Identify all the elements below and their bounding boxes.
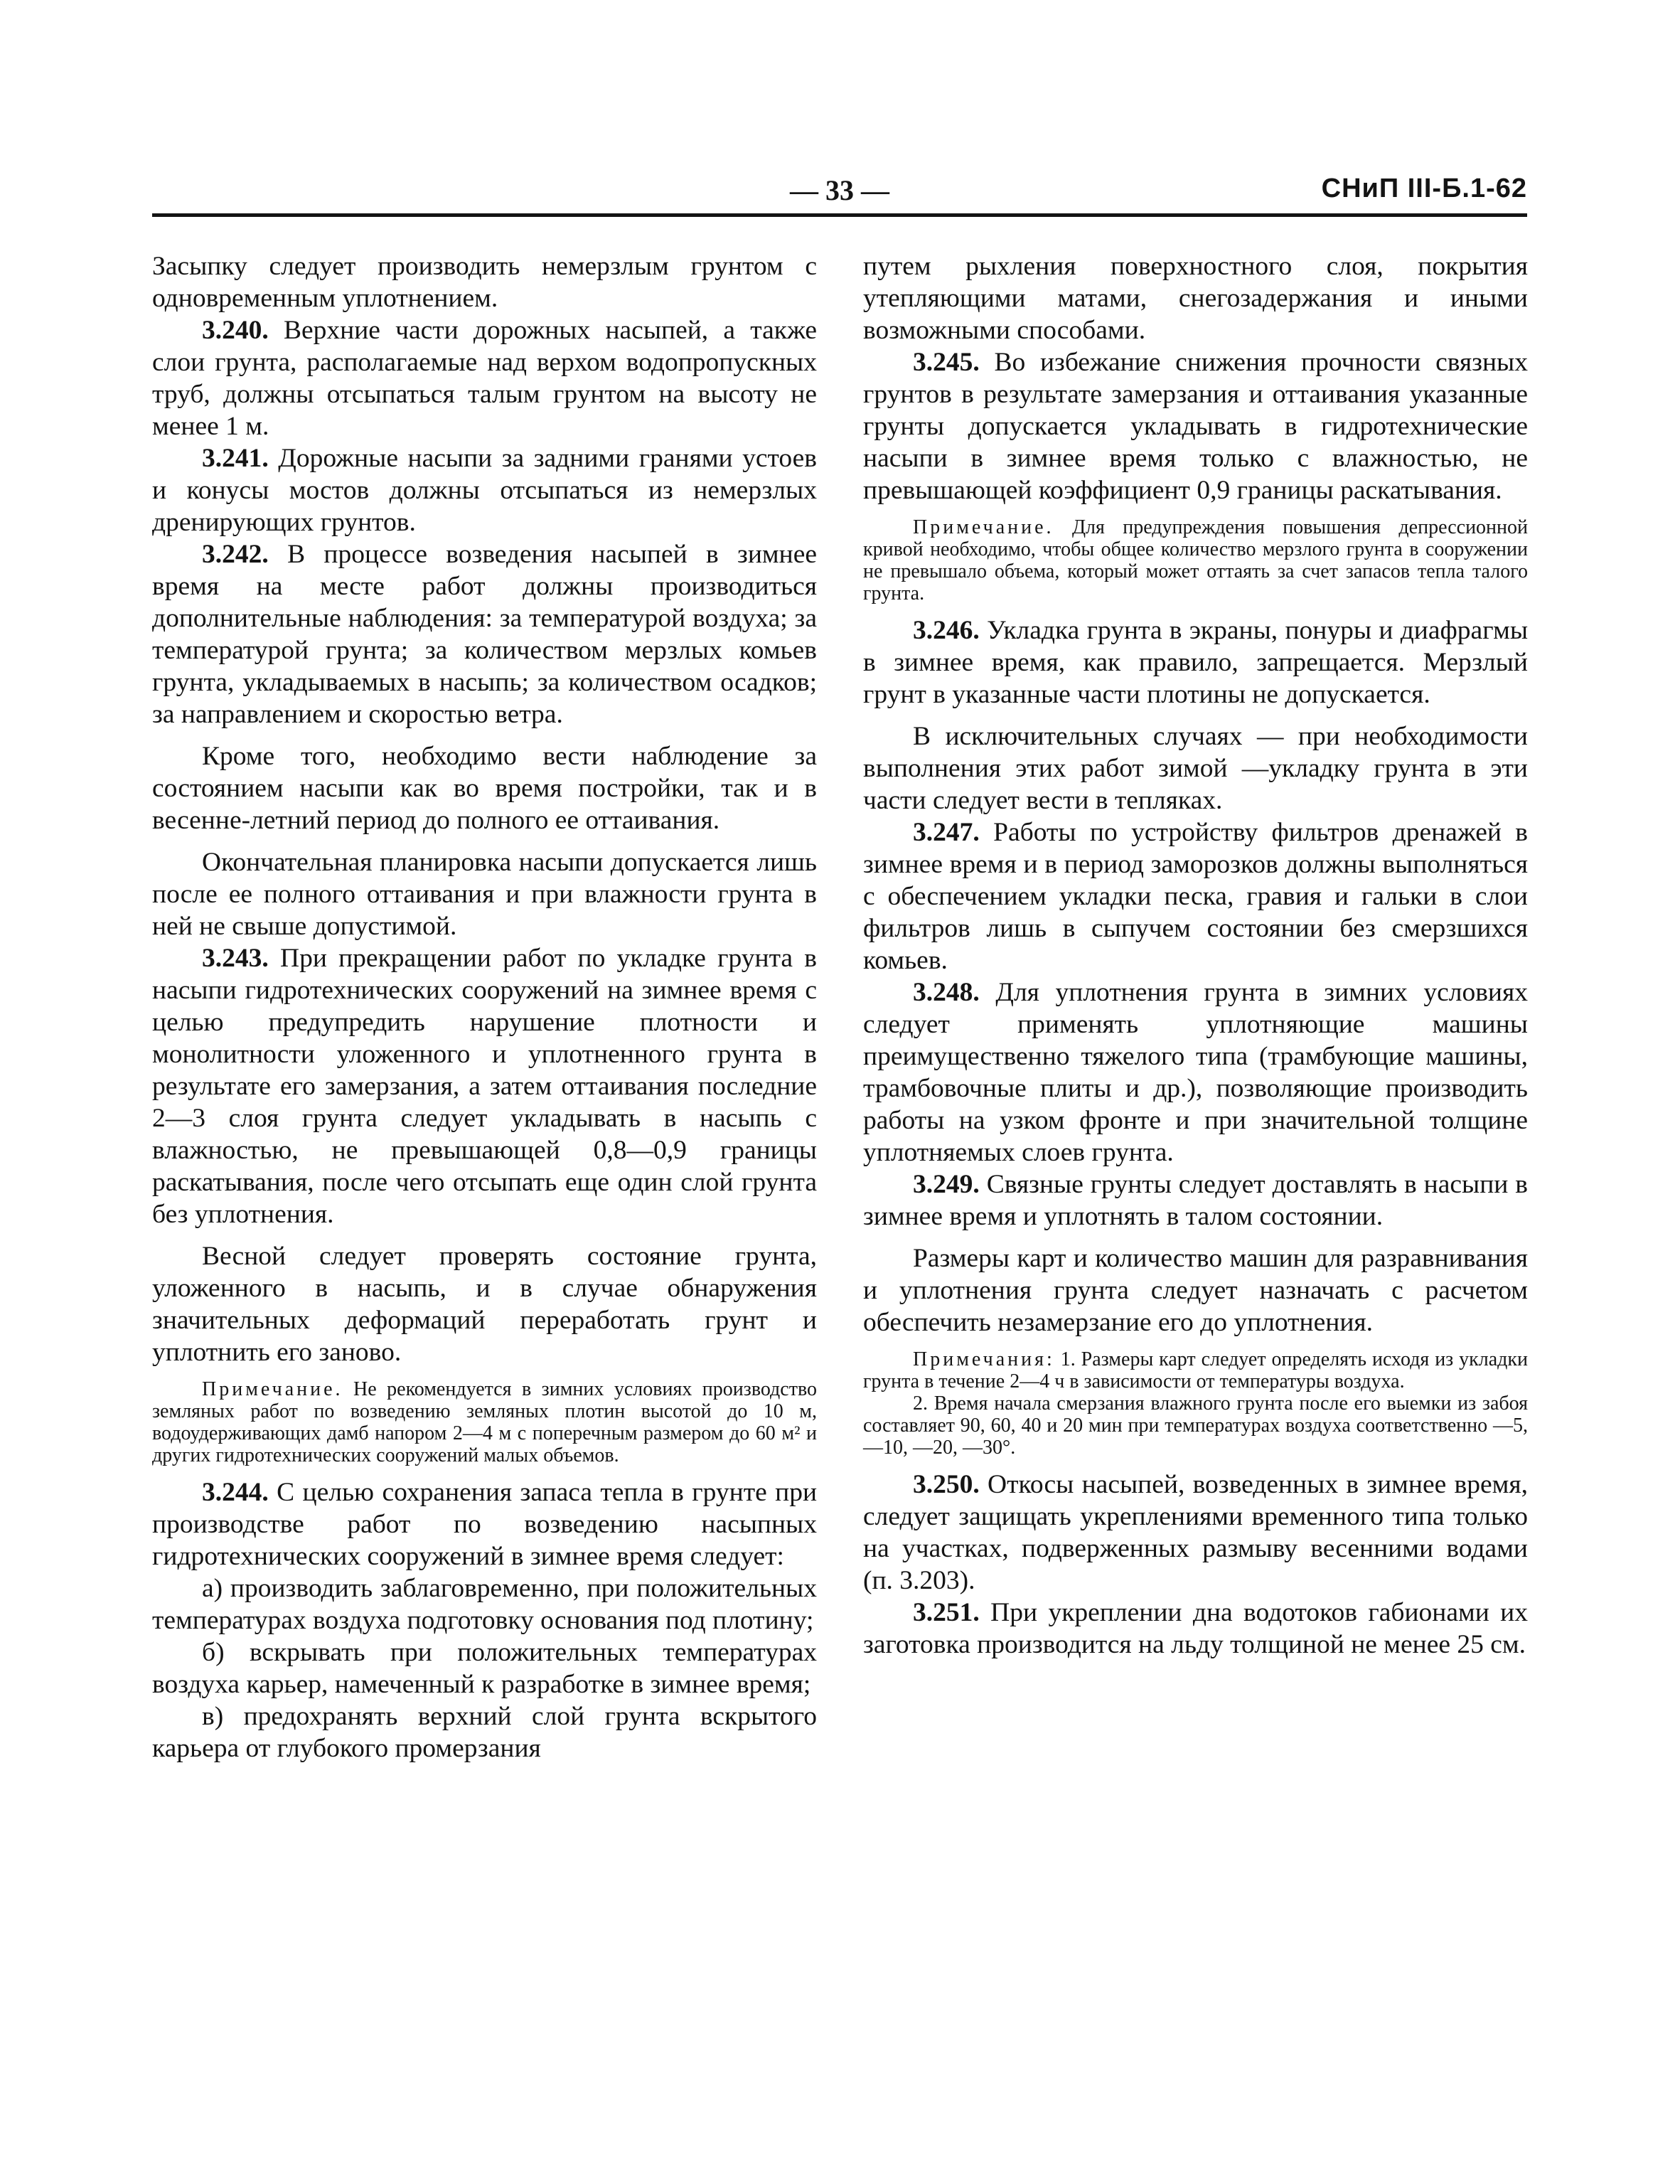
note-item: 2. Время начала смерзания влажного грунта после его выемки из забоя составляет 90, 60, 40 и 20 мин при температурах воздуха соответственно —5, —10, —20, —30°. [863, 1392, 1528, 1459]
clause-number: 3.250. [913, 1470, 980, 1499]
clause-3-242: 3.242. В процессе возведения насыпей в зимнее время на месте работ должны производиться дополнительные наблюдения: за температурой воздуха; за температурой грунта; за количеством мерзлых комьев грунта, укладываемых в насыпь; за количеством осадков; за направлением и скоростью ветра. [152, 540, 817, 729]
clause-number: 3.244. [202, 1478, 269, 1507]
paragraph: Кроме того, необходимо вести наблюдение за состоянием насыпи как во время постройки, так и в весенне-летний период до полного ее оттаивания. [152, 742, 817, 835]
note-label: Примечания: [913, 1348, 1055, 1370]
clause-number: 3.243. [202, 944, 269, 973]
document-code: СНиП III-Б.1-62 [1321, 174, 1527, 203]
paragraph: В исключительных случаях — при необходимости выполнения этих работ зимой —укладку грунта в эти части следует вести в тепляках. [863, 722, 1528, 815]
clause-number: 3.242. [202, 540, 269, 569]
clause-number: 3.245. [913, 348, 980, 377]
note: Примечание. Для предупреждения повышения депрессионной кривой необходимо, чтобы общее количество мерзлого грунта в сооружении не превышало объема, который может оттаять за счет запасов тепла талого грунта. [863, 516, 1528, 604]
note: Примечания: 1. Размеры карт следует определять исходя из укладки грунта в течение 2—4 ч в зависимости от температуры воздуха. [863, 1348, 1528, 1392]
clause-3-241: 3.241. Дорожные насыпи за задними гранями устоев и конусы мостов должны отсыпаться из немерзлых дренирующих грунтов. [152, 444, 817, 537]
clause-3-250: 3.250. Откосы насыпей, возведенных в зимнее время, следует защищать укреплениями временного типа только на участках, подверженных размыву весенними водами (п. 3.203). [863, 1470, 1528, 1595]
list-item-b: б) вскрывать при положительных температурах воздуха карьер, намеченный к разработке в зимнее время; [152, 1638, 817, 1699]
page-number: — 33 — [790, 174, 889, 206]
note-label: Примечание. [202, 1378, 343, 1400]
paragraph: путем рыхления поверхностного слоя, покрытия утепляющими матами, снегозадержания и иными возможными способами. [863, 252, 1528, 345]
paragraph: Окончательная планировка насыпи допускается лишь после ее полного оттаивания и при влажности грунта в ней не свыше допустимой. [152, 848, 817, 941]
clause-3-249: 3.249. Связные грунты следует доставлять в насыпи в зимнее время и уплотнять в талом состоянии. [863, 1170, 1529, 1231]
clause-3-246: 3.246. Укладка грунта в экраны, понуры и диафрагмы в зимнее время, как правило, запрещается. Мерзлый грунт в указанные части плотины не допускается. [863, 616, 1529, 709]
clause-3-251: 3.251. При укреплении дна водотоков габионами их заготовка производится на льду толщиной не менее 25 см. [863, 1598, 1528, 1659]
paragraph: Засыпку следует производить немерзлым грунтом с одновременным уплотнением. [152, 252, 817, 313]
clause-number: 3.249. [913, 1170, 980, 1199]
clause-number: 3.240. [202, 316, 269, 345]
clause-3-244: 3.244. С целью сохранения запаса тепла в грунте при производстве работ по возведению насыпных гидротехнических сооружений в зимнее время следует: [152, 1478, 818, 1571]
clause-3-240: 3.240. Верхние части дорожных насыпей, а также слои грунта, располагаемые над верхом водопропускных труб, должны отсыпаться талым грунтом на высоту не менее 1 м. [152, 316, 818, 441]
clause-number: 3.247. [913, 818, 980, 847]
clause-number: 3.241. [202, 444, 269, 473]
right-column [863, 250, 1528, 1661]
clause-number: 3.246. [913, 616, 980, 645]
paragraph: Размеры карт и количество машин для разравнивания и уплотнения грунта следует назначать с расчетом обеспечить незамерзание его до уплотнения. [863, 1244, 1528, 1337]
list-item-a: а) производить заблаговременно, при положительных температурах воздуха подготовку основания под плотину; [152, 1574, 817, 1635]
note: Примечание. Не рекомендуется в зимних условиях производство земляных работ по возведению земляных плотин высотой до 10 м, водоудерживающих дамб напором 2—4 м с поперечным размером до 60 м² и других гидротехнических сооружений малых объемов. [152, 1378, 817, 1466]
clause-3-245: 3.245. Во избежание снижения прочности связных грунтов в результате замерзания и оттаивания указанные грунты допускается укладывать в гидротехнические насыпи в зимнее время только с влажностью, не превышающей коэффициент 0,9 границы раскатывания. [863, 348, 1528, 505]
clause-number: 3.251. [913, 1598, 980, 1627]
left-column [152, 250, 817, 1764]
page-header [152, 169, 1527, 211]
clause-3-243: 3.243. При прекращении работ по укладке грунта в насыпи гидротехнических сооружений на зимнее время с целью предупредить нарушение плотности и монолитности уложенного и уплотненного грунта в результате его замерзания, а затем оттаивания последние 2—3 слоя грунта следует укладывать в насыпь с влажностью, не превышающей 0,8—0,9 границы раскатывания, после чего отсыпать еще один слой грунта без уплотнения. [152, 944, 818, 1229]
list-item-v: в) предохранять верхний слой грунта вскрытого карьера от глубокого промерзания [152, 1702, 817, 1763]
clause-3-248: 3.248. Для уплотнения грунта в зимних условиях следует применять уплотняющие машины преимущественно тяжелого типа (трамбующие машины, трамбовочные плиты и др.), позволяющие производить работы на узком фронте и при значительной толщине уплотняемых слоев грунта. [863, 978, 1528, 1167]
header-rule [152, 213, 1527, 217]
clause-number: 3.248. [913, 978, 980, 1007]
paragraph: Весной следует проверять состояние грунта, уложенного в насыпь, и в случае обнаружения значительных деформаций переработать грунт и уплотнить его заново. [152, 1242, 817, 1367]
note-label: Примечание. [913, 516, 1054, 538]
clause-3-247: 3.247. Работы по устройству фильтров дренажей в зимнее время и в период заморозков должны выполняться с обеспечением укладки песка, гравия и гальки в слои фильтров лишь в сыпучем состоянии без смерзшихся комьев. [863, 818, 1529, 975]
